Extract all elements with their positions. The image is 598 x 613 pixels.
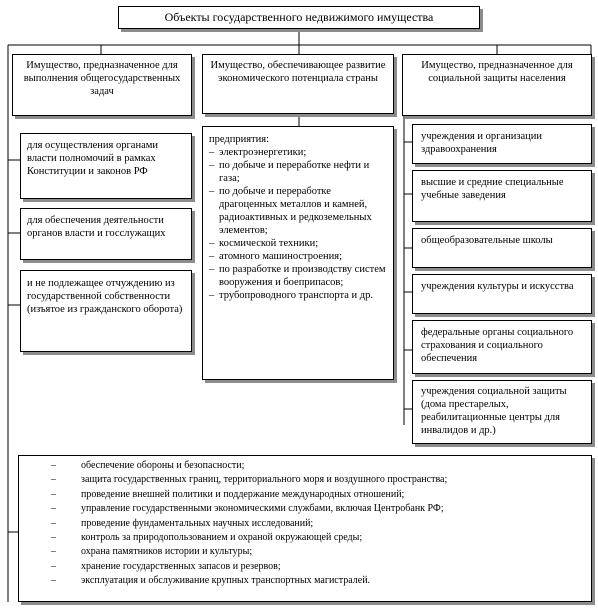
enterprise-item: – атомного машиностроения; [209, 250, 387, 263]
column-heading-3 [402, 54, 592, 116]
column-heading-1 [12, 54, 192, 116]
right-item-5 [412, 320, 592, 374]
function-item: – охрана памятников истории и культуры; [23, 545, 587, 559]
root-title: Объекты государственного недвижимого имущества [164, 10, 434, 24]
column-heading-2-text: Имущество, обеспечивающее развитие экономического потенциала страны [210, 60, 386, 84]
enterprise-item: – электроэнергетики; [209, 146, 387, 159]
left-item-3-text: и не подлежащее отчуждению из государственной собственности (изъятое из гражданского оборота) [27, 278, 183, 315]
right-item-2-text: высшие и средние специальные учебные заведения [421, 177, 564, 201]
left-item-3 [20, 270, 192, 352]
enterprise-item: – космической техники; [209, 237, 387, 250]
enterprise-item: – по добыче и переработке драгоценных металлов и камней, радиоактивных и редкоземельных элементов; [209, 185, 387, 237]
function-item: – проведение фундаментальных научных исследований; [23, 517, 587, 531]
column-heading-1-text: Имущество, предназначенное для выполнения общегосударственных задач [23, 60, 181, 97]
middle-enterprises-box [202, 126, 394, 380]
function-item: – проведение внешней политики и поддержание международных отношений; [23, 488, 587, 502]
function-item: – обеспечение обороны и безопасности; [23, 459, 587, 473]
bottom-functions-box [18, 455, 592, 602]
function-item: – контроль за природопользованием и охраной окружающей среды; [23, 531, 587, 545]
right-item-6-text: учреждения социальной защиты (дома престарелых, реабилитационные центры для инвалидов и др.) [421, 386, 567, 436]
left-item-1-text: для осуществления органами власти полномочий в рамках Конституции и законов РФ [27, 140, 158, 177]
column-heading-2 [202, 54, 394, 114]
function-item: – защита государственных границ, территориального моря и воздушного пространства; [23, 473, 587, 487]
right-item-4-text: учреждения культуры и искусства [421, 281, 574, 292]
right-item-3 [412, 228, 592, 268]
functions-list [23, 459, 587, 589]
right-item-5-text: федеральные органы социального страхования и социального обеспечения [421, 327, 574, 364]
right-item-6 [412, 380, 592, 444]
right-item-4 [412, 274, 592, 314]
function-item: – хранение государственных запасов и резервов; [23, 560, 587, 574]
enterprise-item: – по разработке и производству систем вооружения и боеприпасов; [209, 263, 387, 289]
function-item: – управление государственными экономическими службами, включая Центробанк РФ; [23, 502, 587, 516]
right-item-2 [412, 170, 592, 222]
left-item-2 [20, 208, 192, 260]
enterprise-item: – по добыче и переработке нефти и газа; [209, 159, 387, 185]
right-item-3-text: общеобразовательные школы [421, 235, 553, 246]
enterprises-intro: предприятия: [209, 134, 270, 145]
root-title-box [118, 6, 480, 29]
enterprises-list [209, 146, 387, 302]
left-item-2-text: для обеспечения деятельности органов власти и госслужащих [27, 215, 166, 239]
left-item-1 [20, 133, 192, 199]
right-item-1-text: учреждения и организации здравоохранения [421, 131, 543, 155]
right-item-1 [412, 124, 592, 164]
column-heading-3-text: Имущество, предназначенное для социальной защиты населения [421, 60, 573, 84]
enterprise-item: – трубопроводного транспорта и др. [209, 289, 387, 302]
function-item: – эксплуатация и обслуживание крупных транспортных магистралей. [23, 574, 587, 588]
